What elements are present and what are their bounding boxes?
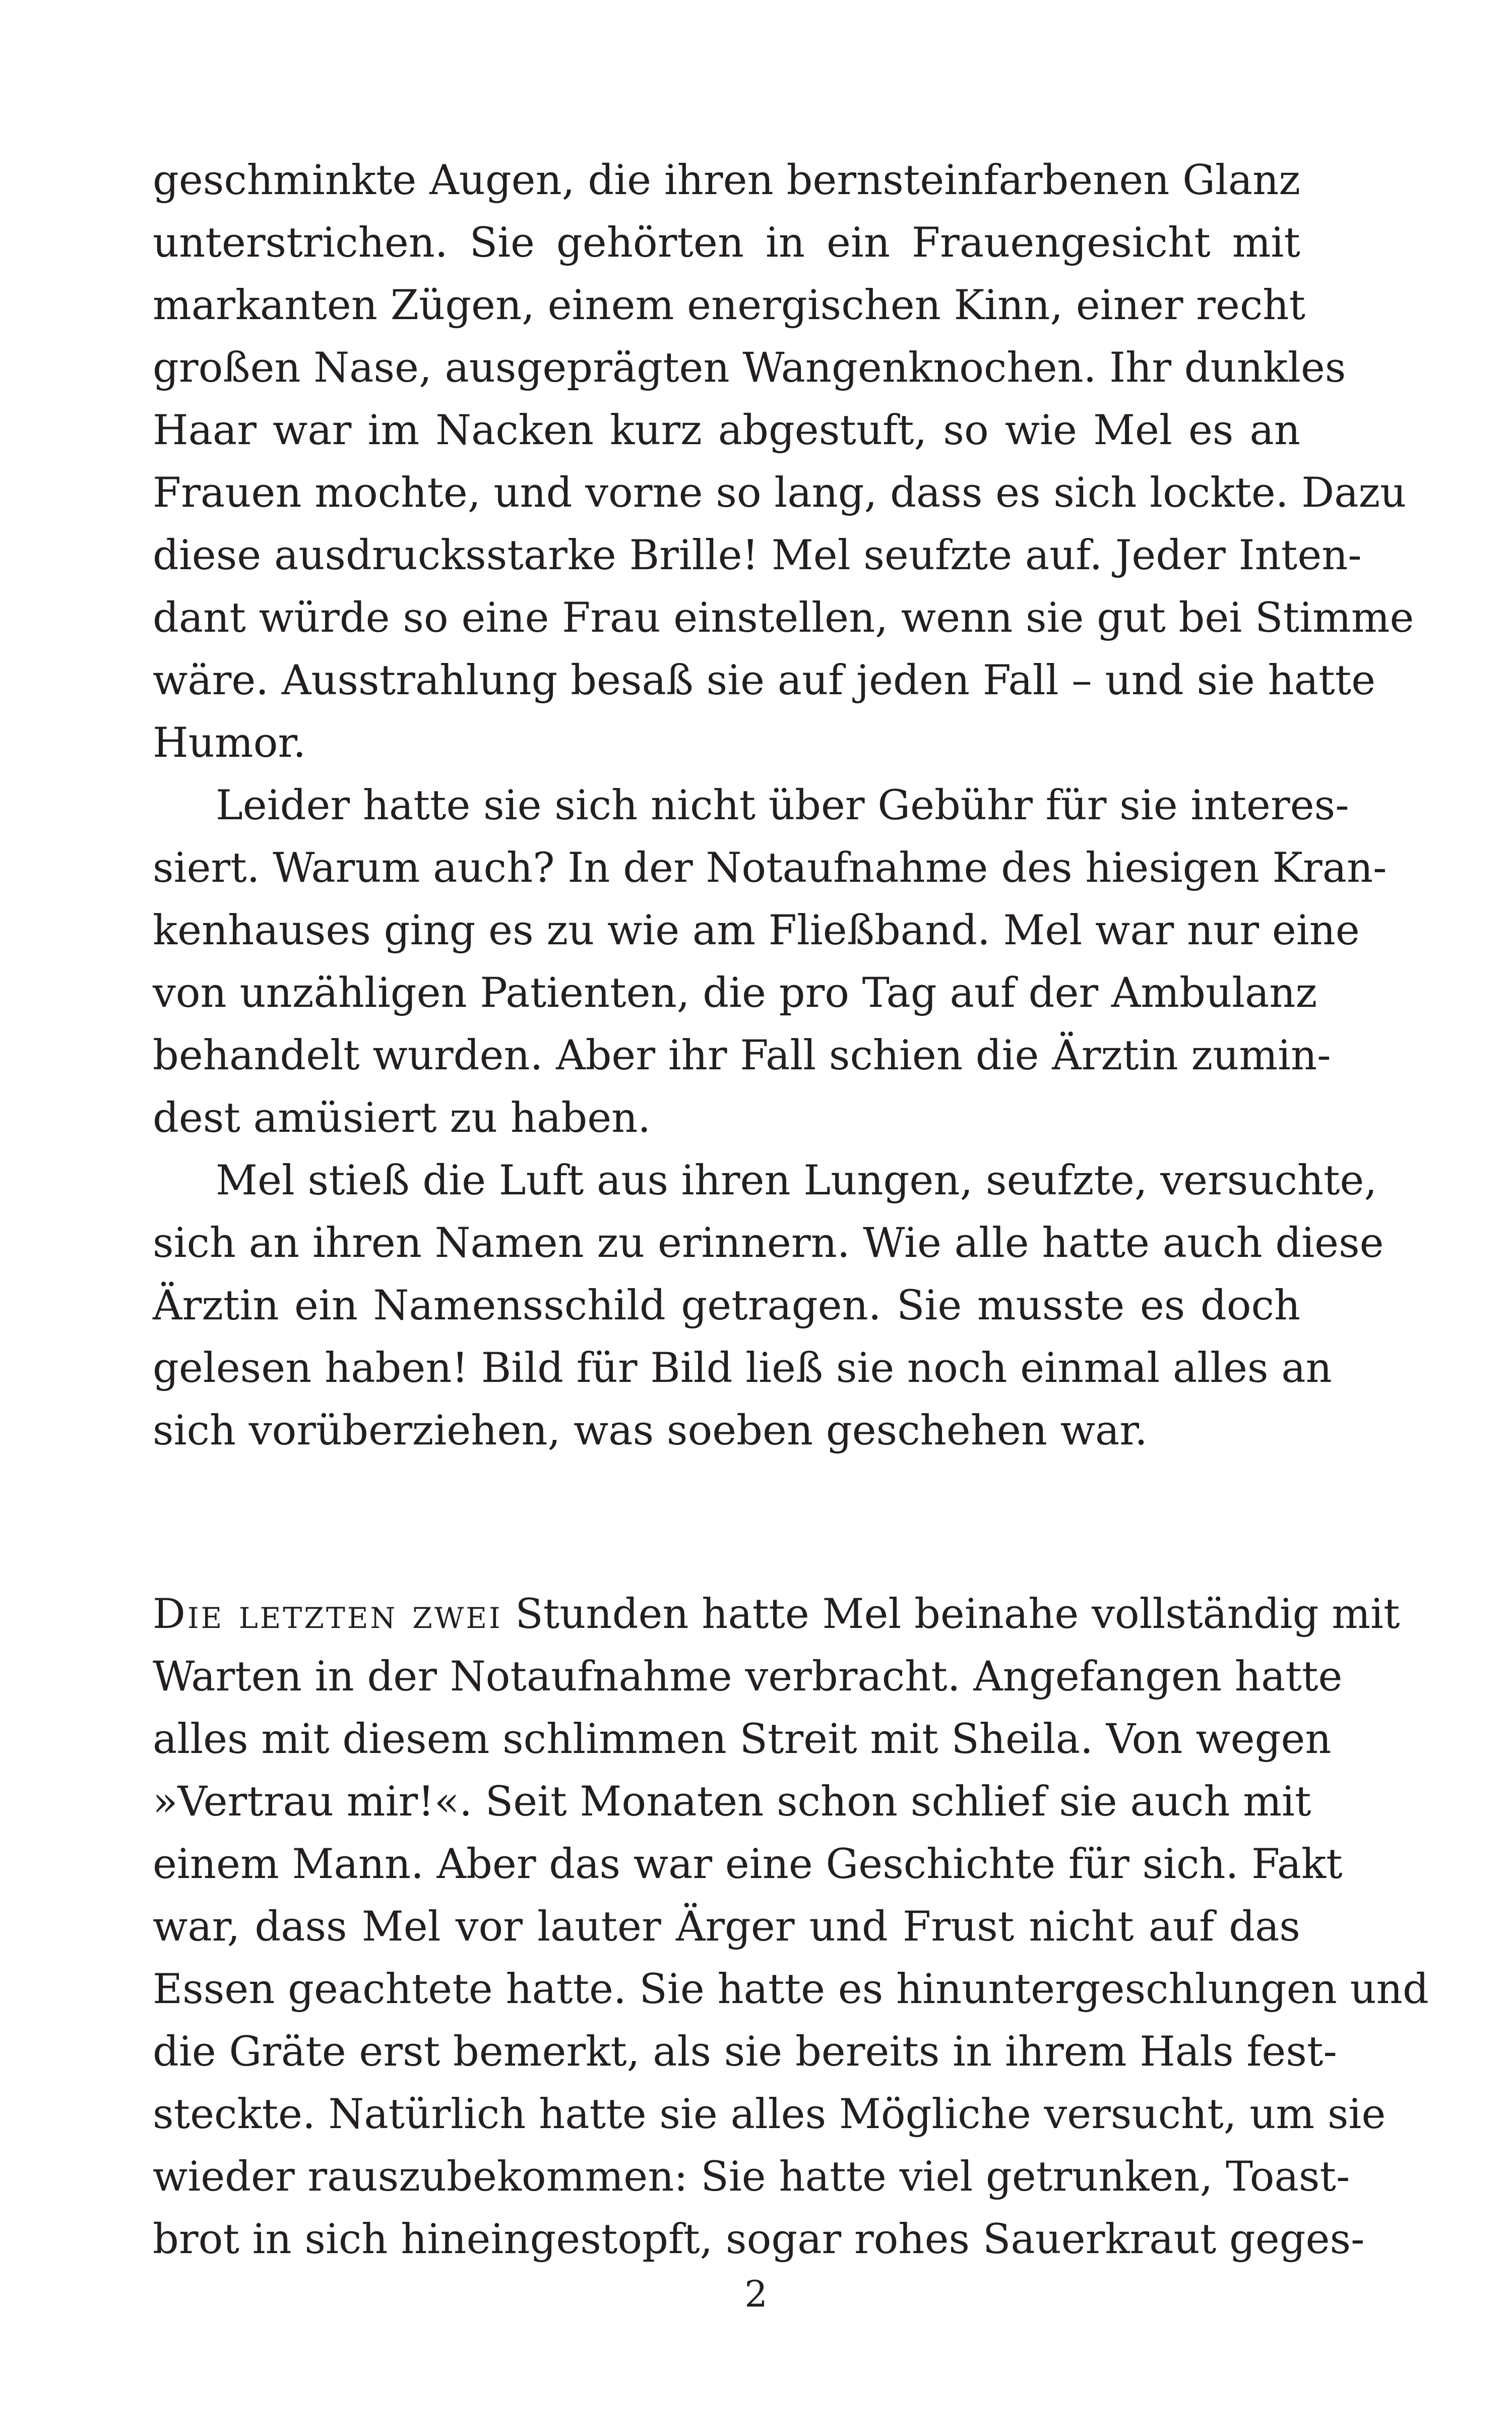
text-line: kenhauses ging es zu wie am Fließband. Mel war nur eine xyxy=(153,907,1360,954)
text-line-remainder: Stunden hatte Mel beinahe vollständig mit xyxy=(502,1591,1400,1638)
text-line: Frauen mochte, und vorne so lang, dass es sich lockte. Dazu xyxy=(153,469,1407,517)
text-line: von unzähligen Patienten, die pro Tag auf der Ambulanz xyxy=(153,970,1317,1017)
text-line xyxy=(153,1583,1400,1646)
text-line: Ärztin ein Namensschild getragen. Sie musste es doch xyxy=(153,1282,1300,1329)
text-line: unterstrichen. Sie gehörten in ein Frauengesicht mit xyxy=(153,219,1300,267)
text-line: behandelt wurden. Aber ihr Fall schien die Ärztin zumin- xyxy=(153,1032,1331,1079)
text-line: gelesen haben! Bild für Bild ließ sie noch einmal alles an xyxy=(153,1345,1332,1392)
text-line: brot in sich hineingestopft, sogar rohes Sauerkraut geges- xyxy=(153,2216,1365,2263)
text-line: markanten Zügen, einem energischen Kinn, einer recht xyxy=(153,282,1306,329)
page-number: 2 xyxy=(744,2273,768,2315)
text-line: dest amüsiert zu haben. xyxy=(153,1095,651,1142)
text-line: Humor. xyxy=(153,719,306,767)
text-line: Essen geachtete hatte. Sie hatte es hinuntergeschlungen und xyxy=(153,1966,1429,2013)
text-line: Mel stieß die Luft aus ihren Lungen, seufzte, versuchte, xyxy=(216,1157,1377,1204)
text-line: geschminkte Augen, die ihren bernsteinfarbenen Glanz xyxy=(153,157,1300,204)
text-line: dant würde so eine Frau einstellen, wenn sie gut bei Stimme xyxy=(153,594,1414,642)
text-line: »Vertrau mir!«. Seit Monaten schon schlief sie auch mit xyxy=(153,1778,1311,1826)
text-line: alles mit diesem schlimmen Streit mit Sheila. Von wegen xyxy=(153,1716,1332,1763)
text-line: großen Nase, ausgeprägten Wangenknochen. Ihr dunkles xyxy=(153,344,1346,392)
section-lead-in: Die letzten zwei xyxy=(153,1591,502,1638)
text-line: steckte. Natürlich hatte sie alles Mögliche versucht, um sie xyxy=(153,2091,1386,2138)
text-line: war, dass Mel vor lauter Ärger und Frust nicht auf das xyxy=(153,1903,1300,1951)
text-line: Warten in der Notaufnahme verbracht. Angefangen hatte xyxy=(153,1653,1343,1701)
text-line: sich an ihren Namen zu erinnern. Wie alle hatte auch diese xyxy=(153,1220,1384,1267)
text-line: wieder rauszubekommen: Sie hatte viel getrunken, Toast- xyxy=(153,2153,1350,2201)
text-line: siert. Warum auch? In der Notaufnahme des hiesigen Kran- xyxy=(153,844,1387,892)
text-line: sich vorüberziehen, was soeben geschehen war. xyxy=(153,1407,1148,1455)
text-line: Haar war im Nacken kurz abgestuft, so wie Mel es an xyxy=(153,407,1300,454)
text-line: die Gräte erst bemerkt, als sie bereits in ihrem Hals fest- xyxy=(153,2028,1337,2076)
text-line: Leider hatte sie sich nicht über Gebühr für sie interes- xyxy=(216,782,1349,829)
text-line: einem Mann. Aber das war eine Geschichte für sich. Fakt xyxy=(153,1841,1343,1888)
text-line: diese ausdrucksstarke Brille! Mel seufzte auf. Jeder Inten- xyxy=(153,532,1362,579)
text-line: wäre. Ausstrahlung besaß sie auf jeden Fall – und sie hatte xyxy=(153,657,1376,704)
